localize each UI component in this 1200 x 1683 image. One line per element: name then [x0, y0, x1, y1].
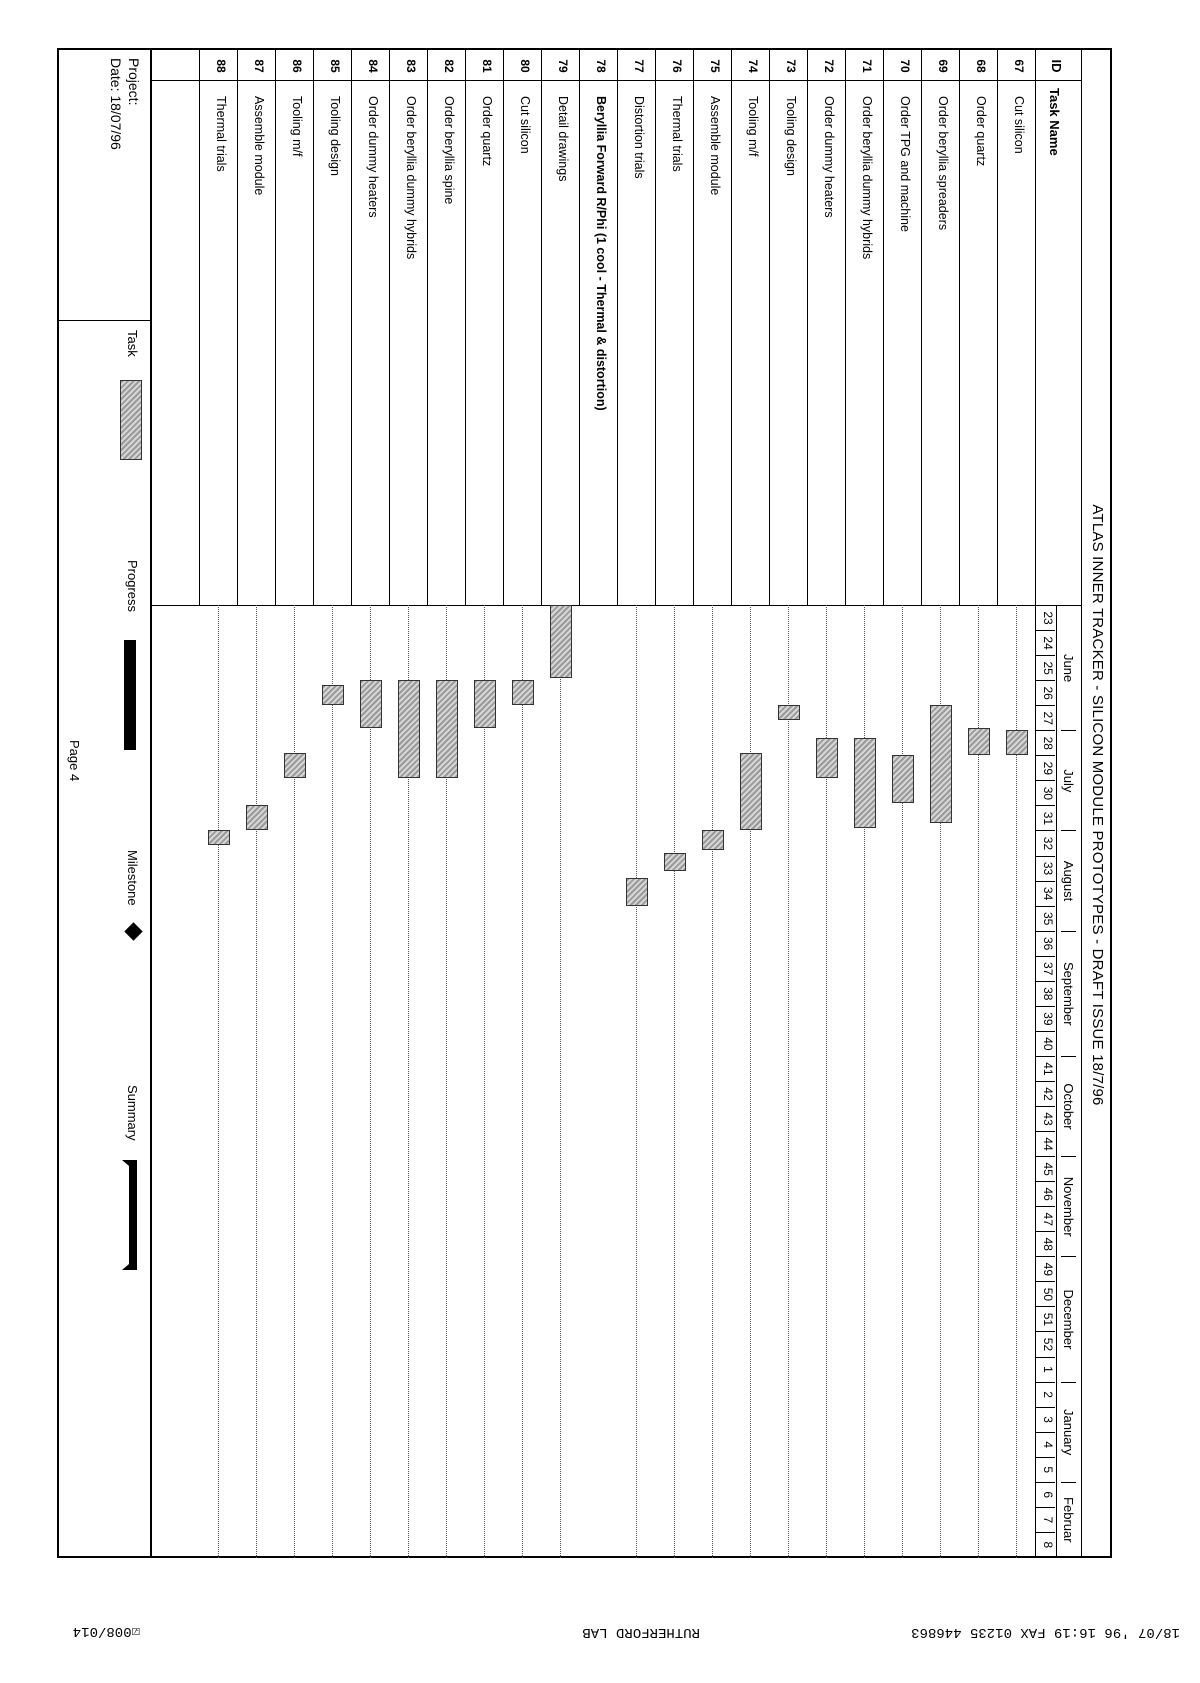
week-label: 37 — [1035, 956, 1055, 981]
task-bar — [512, 680, 534, 705]
row-divider — [237, 48, 238, 605]
month-label: June — [1061, 605, 1076, 730]
legend-milestone-label: Milestone — [125, 850, 140, 906]
week-label: 33 — [1035, 856, 1055, 881]
task-bar — [892, 755, 914, 803]
task-bar — [436, 680, 458, 778]
task-name: Assemble module — [252, 96, 266, 196]
task-bar — [930, 705, 952, 823]
row-divider — [731, 48, 732, 605]
week-label: 27 — [1035, 705, 1055, 730]
week-label: 44 — [1035, 1131, 1055, 1156]
month-label: November — [1061, 1156, 1076, 1256]
task-name: Thermal trials — [214, 96, 228, 172]
row-guide — [370, 605, 371, 1558]
task-id: 83 — [404, 59, 418, 73]
row-divider — [883, 48, 884, 605]
row-guide — [522, 605, 523, 1558]
week-label: 48 — [1035, 1231, 1055, 1256]
row-divider — [465, 48, 466, 605]
task-name: Distortion trials — [632, 96, 646, 179]
task-name: Order quartz — [480, 96, 494, 167]
row-guide — [484, 605, 485, 1558]
task-name: Order beryllia dummy hybrids — [860, 96, 874, 260]
week-label: 51 — [1035, 1306, 1055, 1331]
row-divider — [579, 48, 580, 605]
fax-page-count: ☑008/014 — [72, 1623, 140, 1639]
task-bar — [968, 728, 990, 756]
task-id: 69 — [936, 59, 950, 73]
task-bar — [626, 878, 648, 906]
task-name: Order quartz — [974, 96, 988, 167]
week-label: 23 — [1035, 605, 1055, 630]
week-label: 24 — [1035, 630, 1055, 655]
task-id: 75 — [708, 59, 722, 73]
row-guide — [256, 605, 257, 1558]
week-label: 41 — [1035, 1056, 1055, 1081]
week-label: 38 — [1035, 981, 1055, 1006]
gantt-sheet — [37, 40, 1112, 1570]
task-id: 73 — [784, 59, 798, 73]
row-divider — [693, 48, 694, 605]
week-label: 39 — [1035, 1006, 1055, 1031]
row-divider — [199, 48, 200, 605]
task-id: 70 — [898, 59, 912, 73]
week-label: 46 — [1035, 1181, 1055, 1206]
week-label: 32 — [1035, 830, 1055, 855]
month-label: August — [1061, 830, 1076, 930]
week-label: 49 — [1035, 1256, 1055, 1281]
task-name: Order dummy heaters — [366, 96, 380, 218]
fax-date-number: 18/07 '96 16:19 FAX 01235 446863 — [911, 1624, 1180, 1640]
page-number: Page 4 — [67, 740, 82, 782]
task-id: 72 — [822, 59, 836, 73]
week-label: 2 — [1035, 1382, 1055, 1407]
row-guide — [332, 605, 333, 1558]
week-label: 6 — [1035, 1482, 1055, 1507]
row-divider — [769, 48, 770, 605]
month-rule — [1056, 605, 1057, 1558]
week-label: 29 — [1035, 755, 1055, 780]
week-label: 50 — [1035, 1281, 1055, 1306]
title-rule — [1081, 48, 1082, 1558]
task-id: 87 — [252, 59, 266, 73]
legend-progress-swatch — [124, 640, 136, 750]
task-bar — [740, 753, 762, 831]
week-label: 43 — [1035, 1106, 1055, 1131]
task-name: Order beryllia spreaders — [936, 96, 950, 231]
task-bar — [360, 680, 382, 728]
row-divider — [617, 48, 618, 605]
row-divider — [959, 48, 960, 605]
fax-sender: RUTHERFORD LAB — [582, 1624, 700, 1640]
task-id: 81 — [480, 59, 494, 73]
task-name: Detail drawings — [556, 96, 570, 182]
month-label: December — [1061, 1256, 1076, 1381]
row-guide — [750, 605, 751, 1558]
chart-divider — [152, 605, 1082, 606]
task-id: 88 — [214, 59, 228, 73]
task-bar — [1006, 730, 1028, 755]
week-label: 52 — [1035, 1331, 1055, 1356]
row-divider — [389, 48, 390, 605]
task-id: 80 — [518, 59, 532, 73]
week-label: 28 — [1035, 730, 1055, 755]
task-name: Order beryllia spine — [442, 96, 456, 205]
week-label: 36 — [1035, 931, 1055, 956]
task-id: 78 — [594, 59, 608, 73]
week-label: 34 — [1035, 881, 1055, 906]
task-bar — [550, 605, 572, 678]
row-divider — [807, 48, 808, 605]
row-divider — [541, 48, 542, 605]
task-bar — [816, 738, 838, 778]
row-guide — [294, 605, 295, 1558]
week-label: 8 — [1035, 1532, 1055, 1557]
footer-divider — [57, 320, 152, 321]
row-guide — [902, 605, 903, 1558]
footer-rule — [150, 48, 152, 1558]
week-label: 47 — [1035, 1206, 1055, 1231]
task-name: Order TPG and machine — [898, 96, 912, 232]
task-id: 76 — [670, 59, 684, 73]
task-name: Cut silicon — [1012, 96, 1026, 154]
week-label: 31 — [1035, 805, 1055, 830]
task-bar — [702, 830, 724, 850]
summary-left-cap-icon — [122, 1160, 129, 1166]
row-guide — [674, 605, 675, 1558]
week-label: 45 — [1035, 1156, 1055, 1181]
summary-bar-icon — [129, 1160, 137, 1270]
id-header: ID — [1049, 59, 1064, 73]
summary-right-cap-icon — [122, 1264, 129, 1270]
date-label: Date: 18/07/96 — [108, 58, 124, 150]
row-divider — [921, 48, 922, 605]
month-label: October — [1061, 1056, 1076, 1156]
legend-summary-label: Summary — [125, 1085, 140, 1141]
row-guide — [788, 605, 789, 1558]
task-id: 67 — [1012, 59, 1026, 73]
task-name: Tooling m/f — [746, 96, 760, 157]
legend-task-swatch — [120, 380, 142, 460]
row-divider — [845, 48, 846, 605]
week-label: 5 — [1035, 1457, 1055, 1482]
month-label: January — [1061, 1382, 1076, 1482]
task-bar — [854, 738, 876, 828]
task-name: Thermal trials — [670, 96, 684, 172]
week-label: 42 — [1035, 1081, 1055, 1106]
row-divider — [503, 48, 504, 605]
task-id: 74 — [746, 59, 760, 73]
task-bar — [664, 853, 686, 871]
project-label: Project: — [126, 58, 142, 106]
task-name: Tooling design — [328, 96, 342, 176]
task-name: Order beryllia dummy hybrids — [404, 96, 418, 260]
week-label: 25 — [1035, 655, 1055, 680]
week-label: 4 — [1035, 1432, 1055, 1457]
task-id: 85 — [328, 59, 342, 73]
task-name-header: Task Name — [1047, 88, 1062, 156]
task-bar — [474, 680, 496, 728]
row-guide — [560, 605, 561, 1558]
chart-title: ATLAS INNER TRACKER - SILICON MODULE PROTOTYPES - DRAFT ISSUE 18/7/96 — [1089, 504, 1106, 1106]
week-label: 7 — [1035, 1507, 1055, 1532]
row-guide — [712, 605, 713, 1558]
month-label: July — [1061, 730, 1076, 830]
row-guide — [636, 605, 637, 1558]
task-name: Beryllia Forward R/Phi (1 cool - Thermal & distortion) — [594, 96, 608, 411]
week-label: 30 — [1035, 780, 1055, 805]
month-label: Februar — [1061, 1482, 1076, 1557]
task-bar — [398, 680, 420, 778]
task-bar — [284, 753, 306, 778]
week-label: 26 — [1035, 680, 1055, 705]
task-id: 68 — [974, 59, 988, 73]
task-id: 82 — [442, 59, 456, 73]
task-id: 71 — [860, 59, 874, 73]
row-divider — [313, 48, 314, 605]
row-divider — [655, 48, 656, 605]
task-name: Cut silicon — [518, 96, 532, 154]
task-bar — [322, 685, 344, 705]
task-bar — [208, 830, 230, 845]
week-label: 1 — [1035, 1357, 1055, 1382]
task-id: 86 — [290, 59, 304, 73]
task-id: 84 — [366, 59, 380, 73]
task-name: Tooling design — [784, 96, 798, 176]
row-divider — [351, 48, 352, 605]
task-name: Order dummy heaters — [822, 96, 836, 218]
row-divider — [427, 48, 428, 605]
gantt-frame — [57, 48, 1112, 1558]
task-name: Assemble module — [708, 96, 722, 196]
row-divider — [997, 48, 998, 605]
task-bar — [778, 705, 800, 720]
legend-progress-label: Progress — [125, 560, 140, 613]
task-name: Tooling m/f — [290, 96, 304, 157]
month-label: September — [1061, 931, 1076, 1056]
week-label: 40 — [1035, 1031, 1055, 1056]
row-divider — [275, 48, 276, 605]
week-label: 3 — [1035, 1407, 1055, 1432]
row-guide — [218, 605, 219, 1558]
task-id: 77 — [632, 59, 646, 73]
week-label: 35 — [1035, 906, 1055, 931]
task-id: 79 — [556, 59, 570, 73]
legend-task-label: Task — [125, 330, 140, 357]
task-bar — [246, 805, 268, 830]
